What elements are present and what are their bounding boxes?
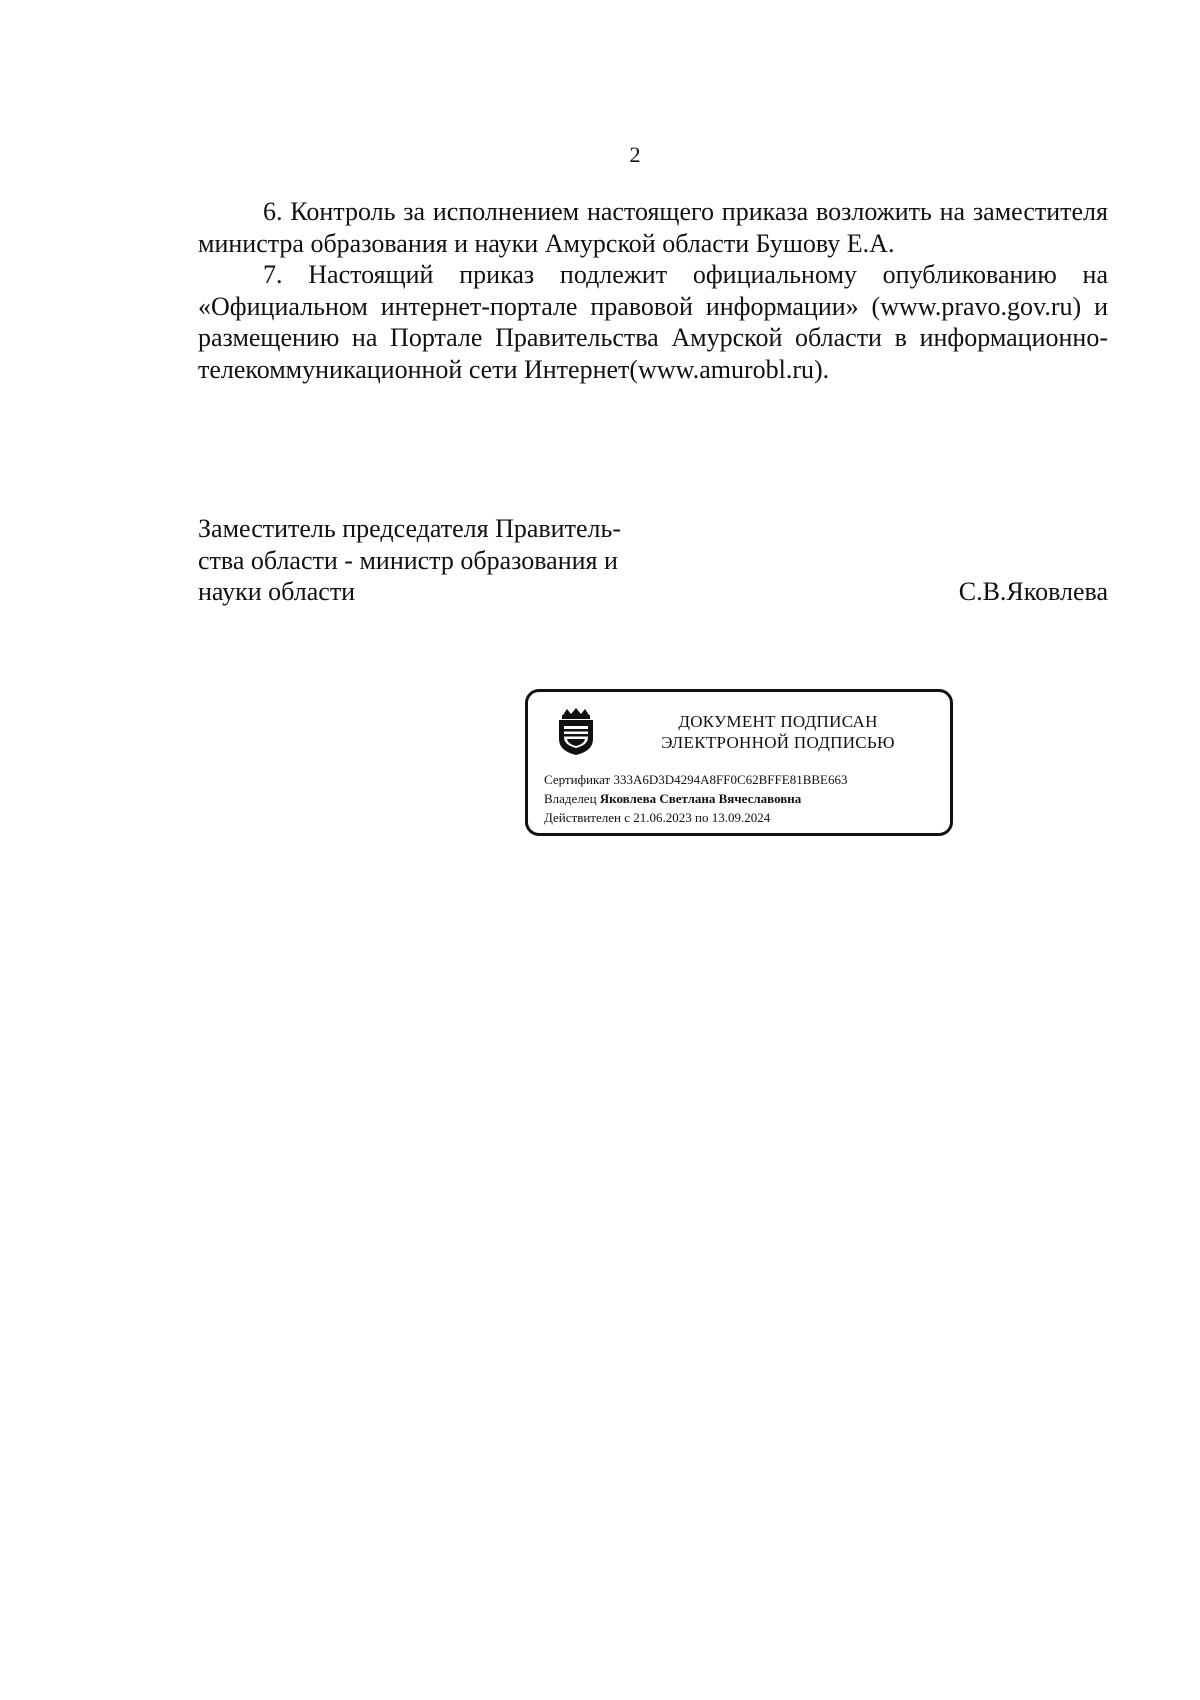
signer-name: С.В.Яковлева (958, 577, 1108, 606)
certificate-value: 333A6D3D4294A8FF0C62BFFE81BBE663 (613, 772, 848, 787)
coat-of-arms-icon (555, 706, 597, 756)
owner-value: Яковлева Светлана Вячеславовна (599, 791, 802, 806)
valid-from-label: с (624, 810, 630, 825)
owner-row (544, 789, 847, 808)
signer-position (198, 513, 678, 608)
stamp-title-line: ЭЛЕКТРОННОЙ ПОДПИСЬЮ (661, 733, 895, 752)
stamp-title-line: ДОКУМЕНТ ПОДПИСАН (678, 712, 878, 731)
stamp-title (618, 711, 938, 753)
document-body (198, 196, 1108, 385)
stamp-details (544, 770, 847, 827)
signer-position-line: ства области - министр образования и (198, 545, 618, 575)
page-number: 2 (629, 142, 641, 167)
paragraph-7: 7. Настоящий приказ подлежит официальному опубликованию на «Официальном интернет-портале правовой информации» (www.pravo.gov.ru) и размещению на Портале Правительства Амурской области в информационно-телекоммуникационной сети Интернет(www.amurobl.ru). (198, 260, 1108, 384)
validity-label: Действителен (544, 810, 621, 825)
owner-label: Владелец (544, 791, 597, 806)
electronic-signature-stamp (525, 689, 953, 836)
signer-position-line: науки области (198, 577, 356, 606)
valid-from-date: 21.06.2023 (633, 810, 692, 825)
validity-row (544, 808, 847, 827)
signer-position-line: Заместитель председателя Правитель- (198, 514, 621, 543)
certificate-row (544, 770, 847, 789)
valid-to-label: по (695, 810, 709, 825)
certificate-label: Сертификат (544, 772, 611, 787)
paragraph-6: 6. Контроль за исполнением настоящего приказа возложить на заместителя министра образования и науки Амурской области Бушову Е.А. (198, 197, 1108, 258)
signature-block (198, 513, 1108, 608)
valid-to-date: 13.09.2024 (711, 810, 771, 825)
